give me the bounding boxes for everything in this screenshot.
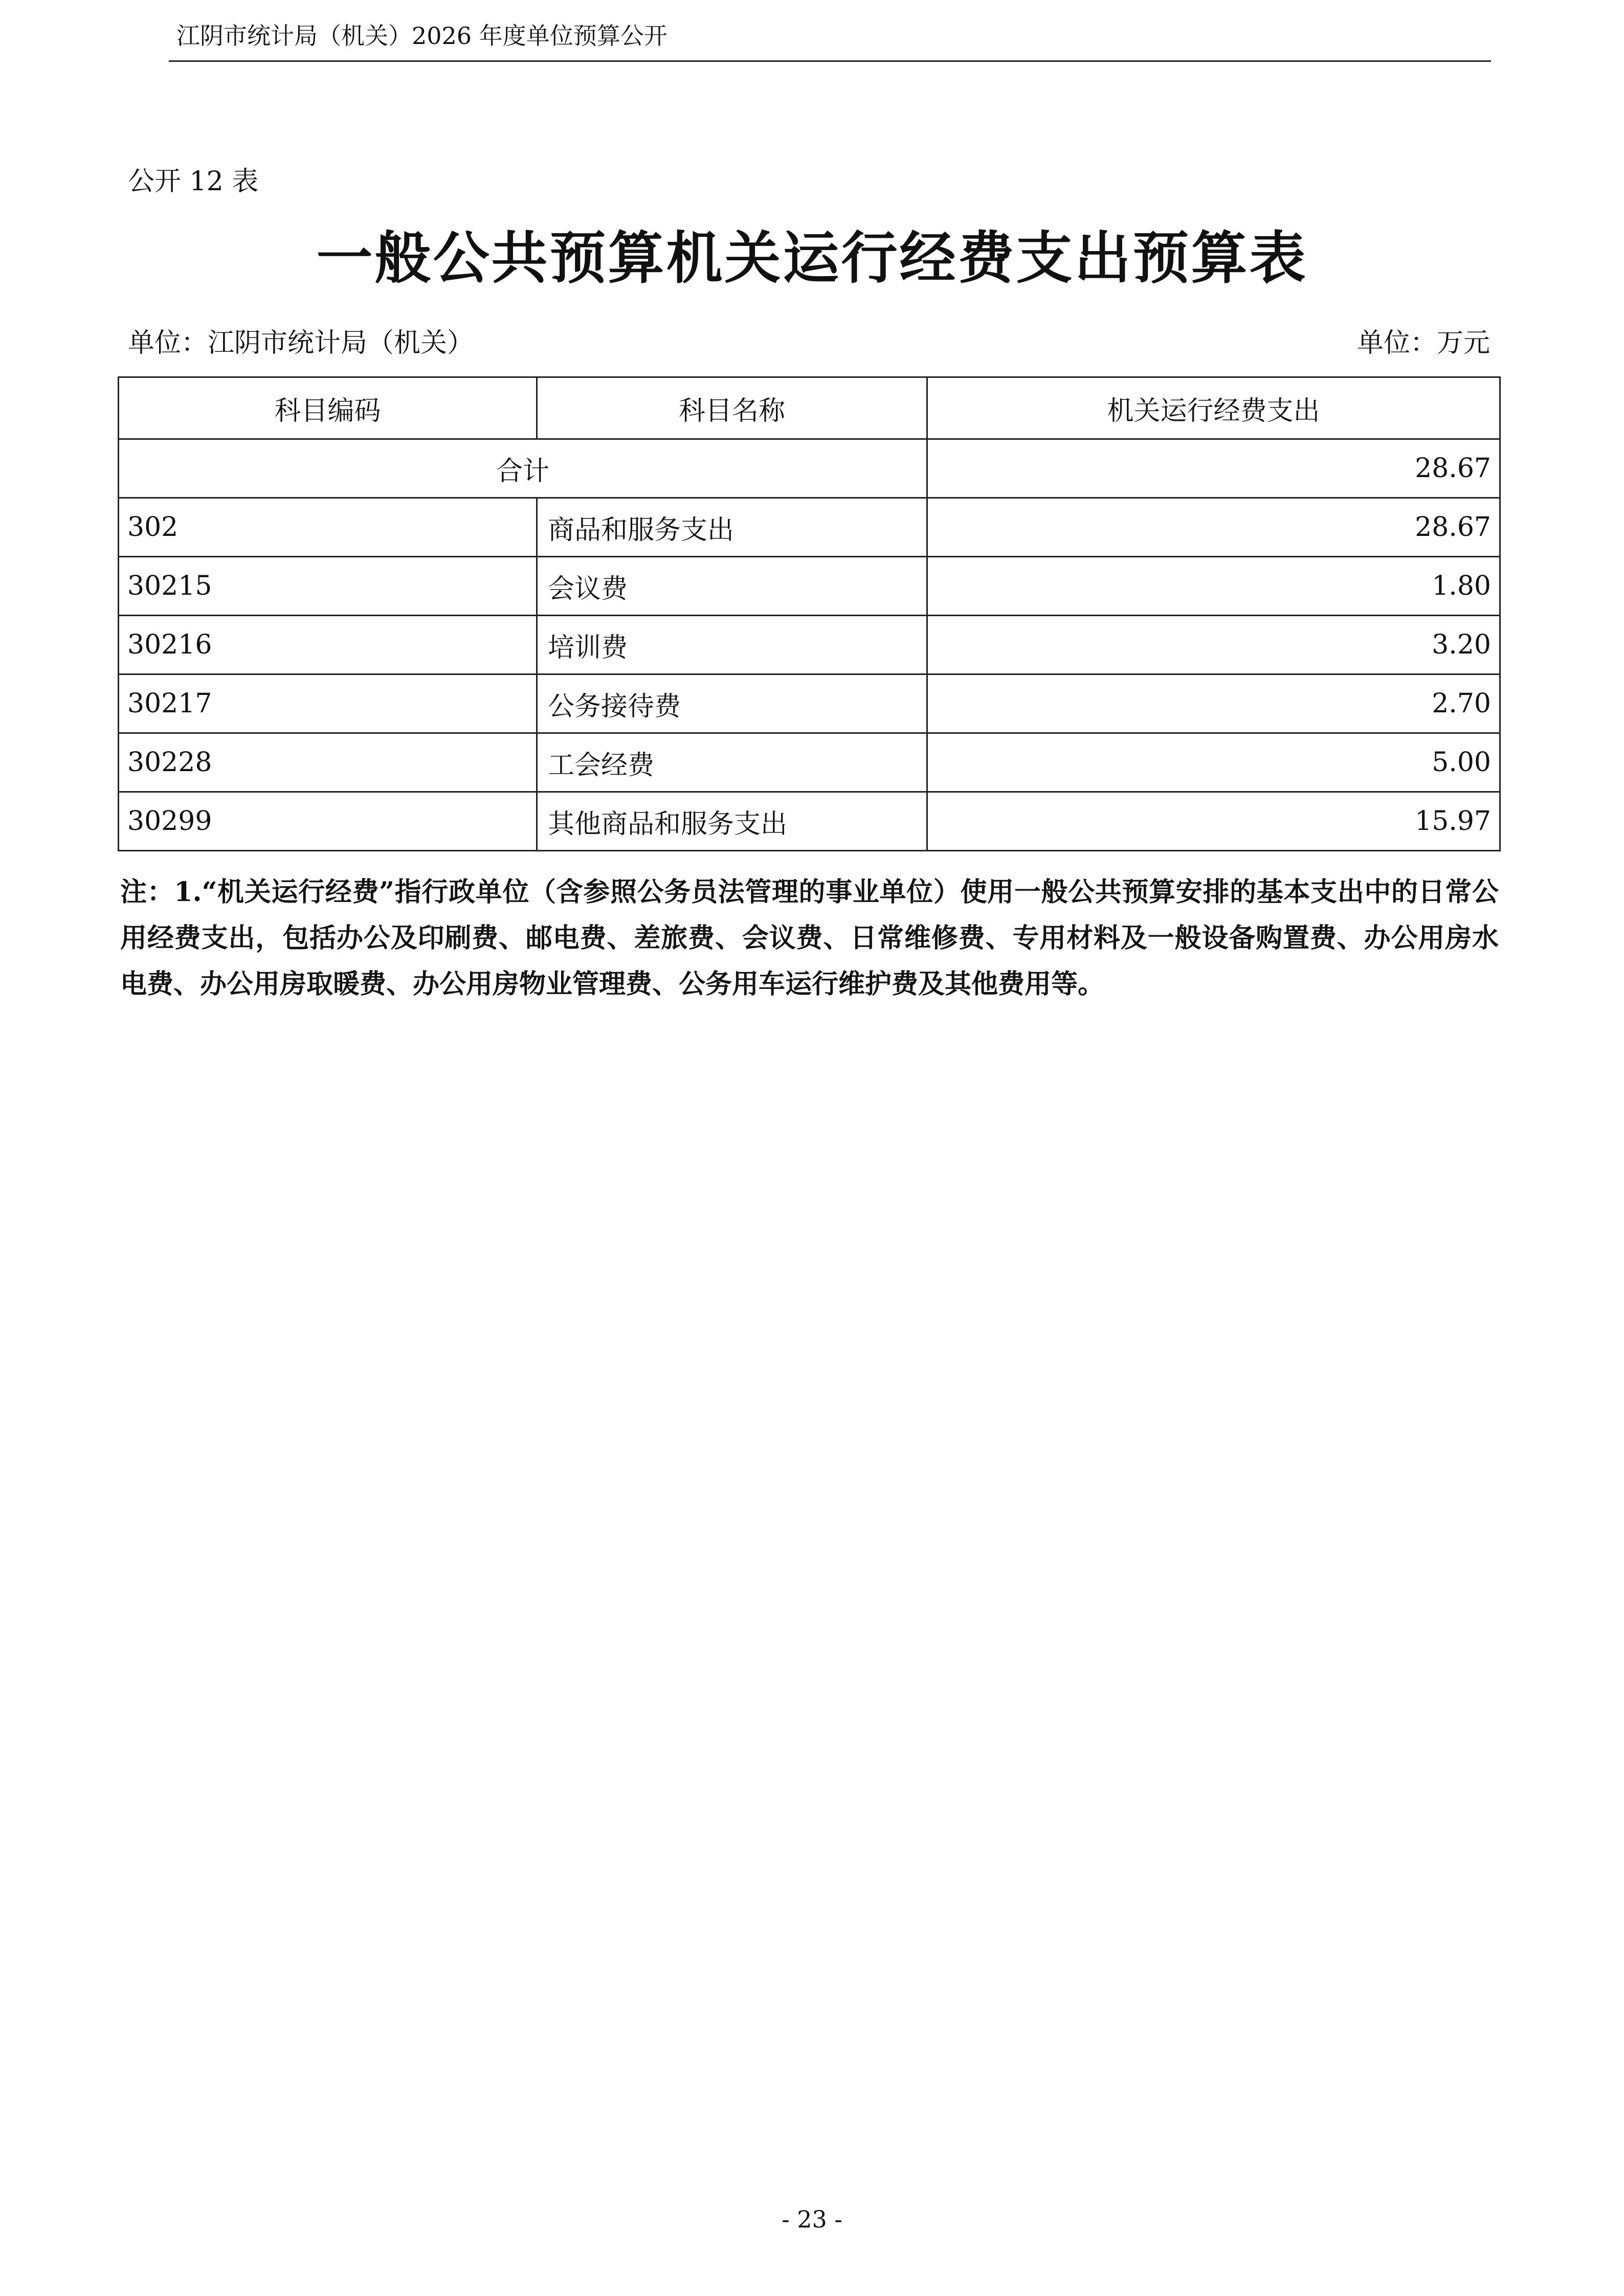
page-number: - 23 - bbox=[782, 2205, 842, 2233]
row-code: 30215 bbox=[119, 557, 537, 616]
table-header-row bbox=[119, 377, 1500, 439]
total-label: 合计 bbox=[119, 439, 927, 498]
row-name: 商品和服务支出 bbox=[537, 498, 927, 557]
column-header-amount: 机关运行经费支出 bbox=[927, 377, 1500, 439]
row-name: 培训费 bbox=[537, 616, 927, 674]
row-amount: 1.80 bbox=[927, 557, 1500, 616]
row-amount: 3.20 bbox=[927, 616, 1500, 674]
row-amount: 28.67 bbox=[927, 498, 1500, 557]
header-divider bbox=[169, 60, 1491, 62]
row-amount: 15.97 bbox=[927, 792, 1500, 851]
table-row bbox=[119, 557, 1500, 616]
row-amount: 2.70 bbox=[927, 674, 1500, 733]
row-code: 302 bbox=[119, 498, 537, 557]
row-name: 会议费 bbox=[537, 557, 927, 616]
total-row bbox=[119, 439, 1500, 498]
table-row bbox=[119, 792, 1500, 851]
row-code: 30299 bbox=[119, 792, 537, 851]
row-name: 工会经费 bbox=[537, 733, 927, 792]
page-title: 一般公共预算机关运行经费支出预算表 bbox=[316, 225, 1308, 291]
footnote: 注：1.“机关运行经费”指行政单位（含参照公务员法管理的事业单位）使用一般公共预算安排的基本支出中的日常公用经费支出，包括办公及印刷费、邮电费、差旅费、会议费、日常维修费、专用材料及一般设备购置费、办公用房水电费、办公用房取暖费、办公用房物业管理费、公务用车运行维护费及其他费用等。 bbox=[120, 876, 1499, 1000]
unit-currency: 单位：万元 bbox=[1356, 328, 1490, 358]
row-name: 公务接待费 bbox=[537, 674, 927, 733]
table-row bbox=[119, 733, 1500, 792]
row-code: 30217 bbox=[119, 674, 537, 733]
table-row bbox=[119, 498, 1500, 557]
row-amount: 5.00 bbox=[927, 733, 1500, 792]
unit-organization: 单位：江阴市统计局（机关） bbox=[128, 328, 474, 358]
total-amount: 28.67 bbox=[927, 439, 1500, 498]
table-row bbox=[119, 616, 1500, 674]
row-name: 其他商品和服务支出 bbox=[537, 792, 927, 851]
column-header-name: 科目名称 bbox=[537, 377, 927, 439]
budget-table bbox=[118, 376, 1501, 851]
column-header-code: 科目编码 bbox=[119, 377, 537, 439]
row-code: 30228 bbox=[119, 733, 537, 792]
row-code: 30216 bbox=[119, 616, 537, 674]
running-header: 江阴市统计局（机关）2026 年度单位预算公开 bbox=[176, 22, 668, 50]
table-number: 公开 12 表 bbox=[128, 166, 259, 197]
table-row bbox=[119, 674, 1500, 733]
